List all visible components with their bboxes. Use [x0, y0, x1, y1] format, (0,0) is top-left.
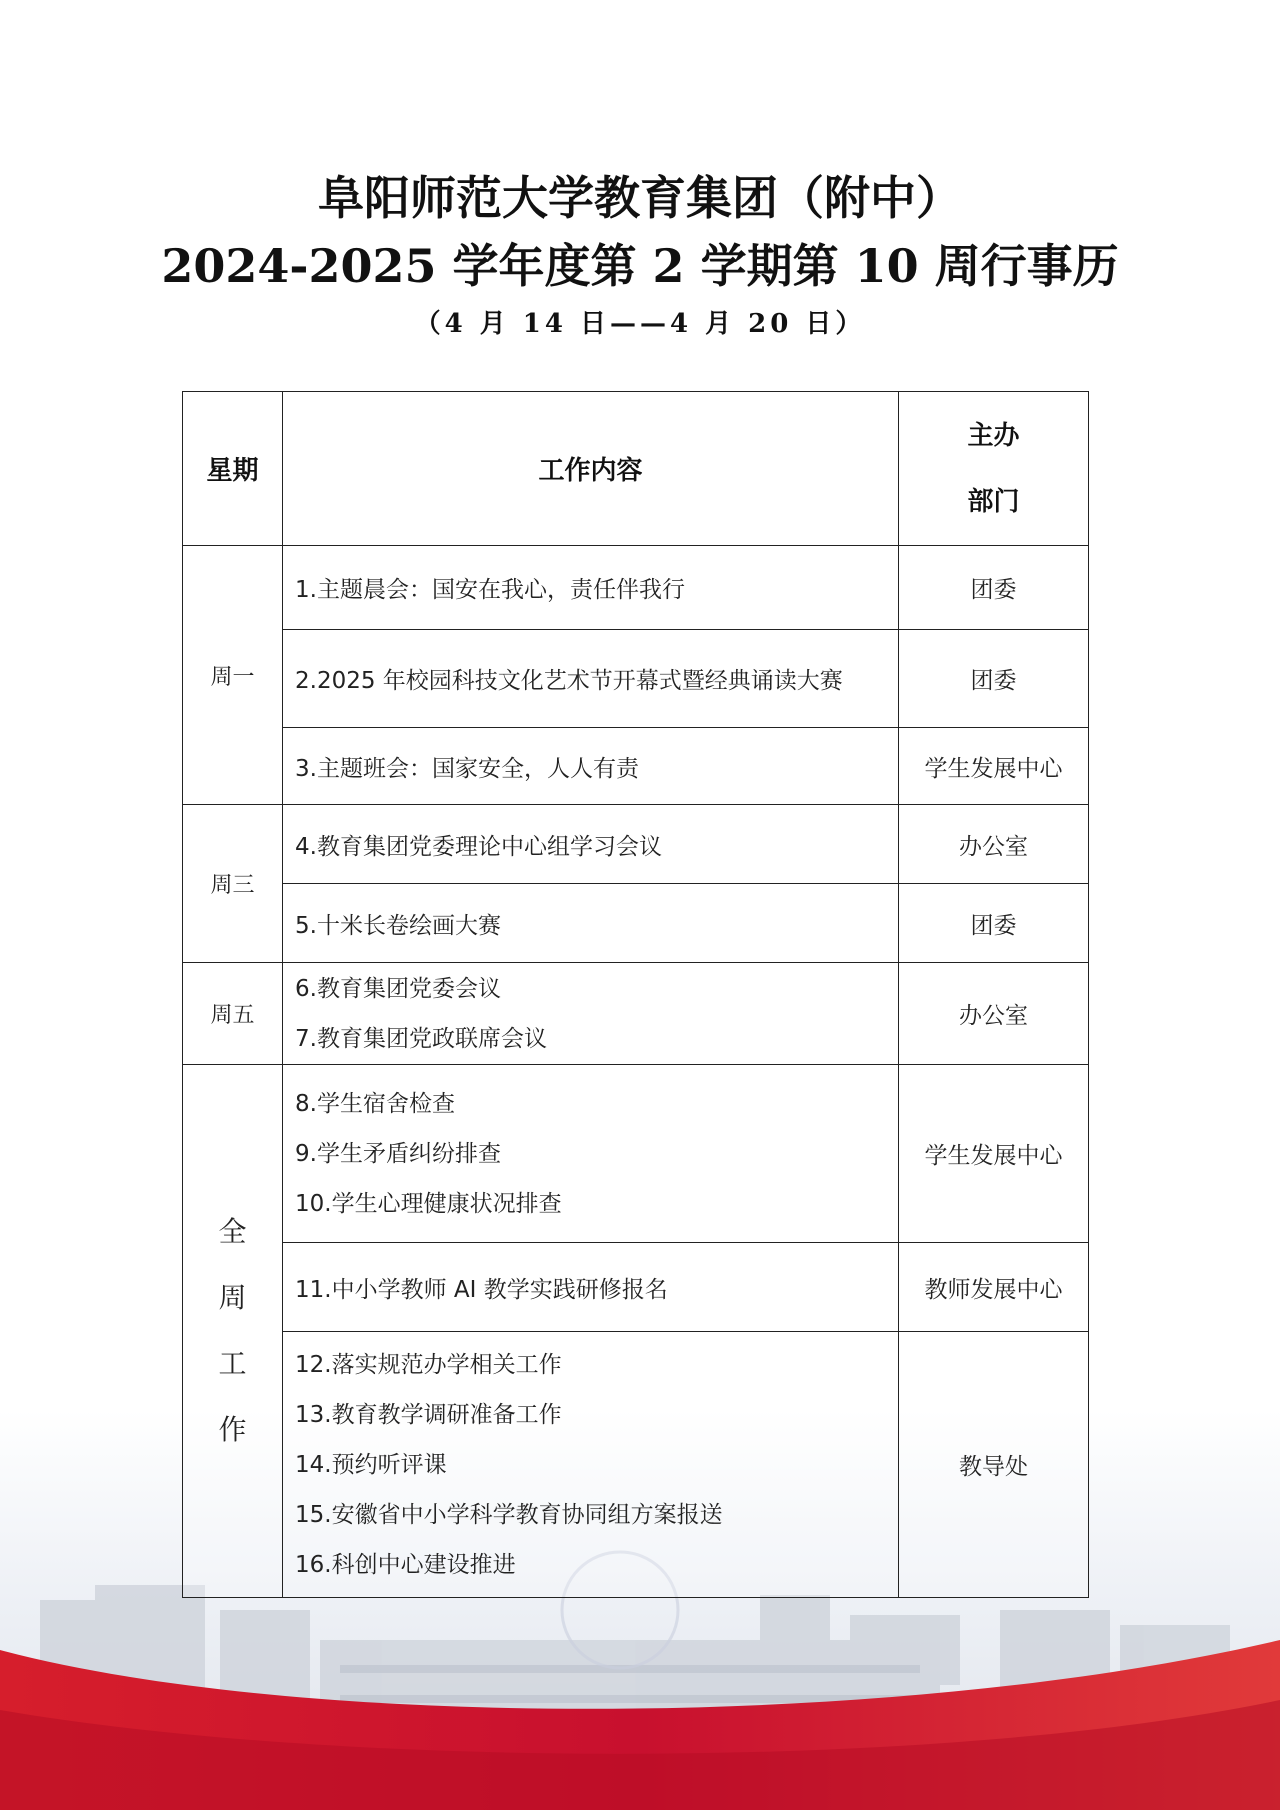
task-dept: 学生发展中心 [899, 1065, 1089, 1243]
day-whole-week [183, 1065, 283, 1598]
task-content: 2.2025 年校园科技文化艺术节开幕式暨经典诵读大赛 [283, 630, 899, 728]
document-title: 阜阳师范大学教育集团（附中） [318, 171, 962, 225]
task-line: 12.落实规范办学相关工作 [295, 1351, 562, 1378]
weekly-calendar-table [182, 391, 1089, 1598]
header-dept-line2: 部门 [967, 486, 1020, 517]
task-content: 11.中小学教师 AI 教学实践研修报名 [283, 1243, 899, 1332]
table-row [183, 884, 1089, 963]
header-content: 工作内容 [283, 392, 899, 546]
task-line: 14.预约听评课 [295, 1451, 447, 1478]
task-content [283, 1065, 899, 1243]
task-line: 13.教育教学调研准备工作 [295, 1401, 562, 1428]
task-dept: 办公室 [899, 805, 1089, 884]
day-char: 周 [218, 1281, 247, 1314]
day-char: 工 [218, 1347, 247, 1380]
table-row [183, 1332, 1089, 1598]
table-row [183, 963, 1089, 1065]
task-content: 3.主题班会：国家安全，人人有责 [283, 728, 899, 805]
table-row [183, 805, 1089, 884]
table-row [183, 728, 1089, 805]
task-dept: 学生发展中心 [899, 728, 1089, 805]
task-dept: 团委 [899, 630, 1089, 728]
task-dept: 办公室 [899, 963, 1089, 1065]
task-line: 9.学生矛盾纠纷排查 [295, 1140, 501, 1167]
day-char: 全 [218, 1215, 247, 1248]
table-row [183, 546, 1089, 630]
day-friday: 周五 [183, 963, 283, 1065]
table-header-row [183, 392, 1089, 546]
task-dept: 团委 [899, 546, 1089, 630]
table-row [183, 1065, 1089, 1243]
task-line: 10.学生心理健康状况排查 [295, 1190, 562, 1217]
task-line: 15.安徽省中小学科学教育协同组方案报送 [295, 1501, 723, 1528]
day-monday: 周一 [183, 546, 283, 805]
task-line: 8.学生宿舍检查 [295, 1090, 455, 1117]
header-dept [899, 392, 1089, 546]
day-char: 作 [218, 1413, 247, 1446]
task-line: 7.教育集团党政联席会议 [295, 1025, 547, 1052]
document-subtitle-heading: 2024-2025 学年度第 2 学期第 10 周行事历 [161, 239, 1119, 293]
task-dept: 教师发展中心 [899, 1243, 1089, 1332]
task-content [283, 1332, 899, 1598]
task-line: 6.教育集团党委会议 [295, 975, 501, 1002]
task-dept: 团委 [899, 884, 1089, 963]
task-dept: 教导处 [899, 1332, 1089, 1598]
task-line: 16.科创中心建设推进 [295, 1551, 516, 1578]
table-row [183, 1243, 1089, 1332]
day-wednesday: 周三 [183, 805, 283, 963]
date-range: （4 月 14 日——4 月 20 日） [414, 309, 866, 339]
task-content: 5.十米长卷绘画大赛 [283, 884, 899, 963]
header-weekday: 星期 [183, 392, 283, 546]
table-row [183, 630, 1089, 728]
task-content [283, 963, 899, 1065]
task-content: 4.教育集团党委理论中心组学习会议 [283, 805, 899, 884]
task-content: 1.主题晨会：国安在我心，责任伴我行 [283, 546, 899, 630]
header-dept-line1: 主办 [967, 420, 1020, 451]
